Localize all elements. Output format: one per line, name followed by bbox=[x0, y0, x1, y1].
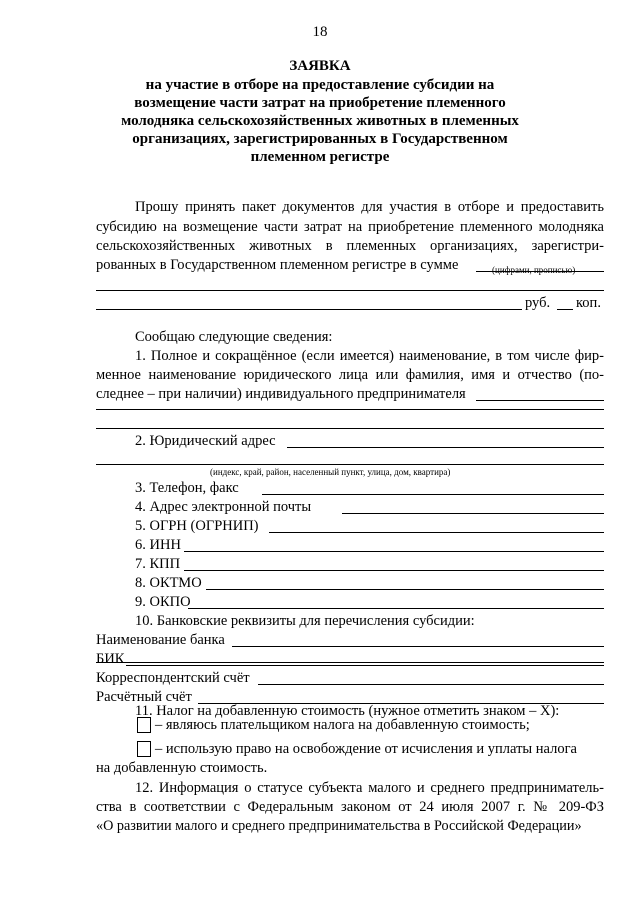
vat-label: 11. Налог на добавленную стоимость (нужное отметить знаком – X): bbox=[135, 703, 560, 719]
kop-field[interactable] bbox=[557, 309, 573, 310]
page-number: 18 bbox=[312, 24, 328, 40]
amount-words-line-2[interactable] bbox=[96, 309, 522, 310]
inn-label: 6. ИНН bbox=[135, 537, 181, 553]
bank-name-label: Наименование банка bbox=[96, 632, 225, 648]
vat-exempt-option-cont: на добавленную стоимость. bbox=[96, 760, 268, 776]
vat-payer-option: – являюсь плательщиком налога на добавленную стоимость; bbox=[155, 717, 530, 733]
phone-field[interactable] bbox=[262, 494, 604, 495]
legal-address-label: 2. Юридический адрес bbox=[135, 433, 276, 449]
title-line: ЗАЯВКА bbox=[289, 58, 351, 74]
vat-exempt-checkbox[interactable] bbox=[137, 741, 151, 757]
legal-address-field[interactable] bbox=[287, 447, 604, 448]
item1-line: следнее – при наличии) индивидуального предпринимателя bbox=[96, 386, 466, 402]
rub-label: руб. bbox=[525, 295, 551, 311]
org-name-field-3[interactable] bbox=[96, 428, 604, 429]
vat-payer-checkbox[interactable] bbox=[137, 717, 151, 733]
document-title bbox=[80, 57, 560, 166]
bank-name-field-2[interactable] bbox=[96, 662, 604, 663]
amount-hint: (цифрами, прописью) bbox=[492, 265, 576, 275]
kop-label: коп. bbox=[576, 295, 601, 311]
email-field[interactable] bbox=[342, 513, 604, 514]
ogrn-field[interactable] bbox=[269, 532, 604, 533]
intro-line: субсидию на возмещение части затрат на приобретение племенного молодняка bbox=[96, 219, 604, 235]
ogrn-label: 5. ОГРН (ОГРНИП) bbox=[135, 518, 259, 534]
title-line: организациях, зарегистрированных в Государственном bbox=[132, 131, 508, 147]
title-line: возмещение части затрат на приобретение племенного bbox=[134, 95, 506, 111]
amount-words-line[interactable] bbox=[96, 290, 604, 291]
kpp-field[interactable] bbox=[184, 570, 604, 571]
vat-exempt-option: – использую право на освобождение от исчисления и уплаты налога bbox=[155, 741, 577, 757]
intro-line: сельскохозяйственных животных в племенных организациях, зарегистри- bbox=[96, 238, 604, 254]
okpo-field[interactable] bbox=[188, 608, 604, 609]
bank-details-label: 10. Банковские реквизиты для перечисления субсидии: bbox=[135, 613, 475, 629]
title-line: племенном регистре bbox=[250, 149, 390, 165]
kpp-label: 7. КПП bbox=[135, 556, 181, 572]
info-intro: Сообщаю следующие сведения: bbox=[135, 329, 333, 345]
bank-name-field[interactable] bbox=[232, 646, 604, 647]
title-line: молодняка сельскохозяйственных животных в племенных bbox=[121, 113, 519, 129]
intro-line: Прошу принять пакет документов для участия в отборе и предоставить bbox=[135, 199, 604, 215]
org-name-field-2[interactable] bbox=[96, 409, 604, 410]
legal-address-field-2[interactable] bbox=[96, 464, 604, 465]
item1-line: менное наименование юридического лица или фамилия, имя и отчество (по- bbox=[96, 367, 604, 383]
bik-label: БИК bbox=[96, 651, 125, 667]
corr-account-label: Корреспондентский счёт bbox=[96, 670, 250, 686]
phone-label: 3. Телефон, факс bbox=[135, 480, 239, 496]
email-label: 4. Адрес электронной почты bbox=[135, 499, 312, 515]
item12-line: 12. Информация о статусе субъекта малого и среднего предприниматель- bbox=[135, 780, 604, 796]
bik-field[interactable] bbox=[126, 665, 604, 666]
corr-account-field[interactable] bbox=[258, 684, 604, 685]
oktmo-label: 8. ОКТМО bbox=[135, 575, 202, 591]
oktmo-field[interactable] bbox=[206, 589, 604, 590]
intro-line: рованных в Государственном племенном регистре в сумме bbox=[96, 257, 459, 273]
okpo-label: 9. ОКПО bbox=[135, 594, 191, 610]
org-name-field[interactable] bbox=[476, 400, 604, 401]
item12-line: ства в соответствии с Федеральным законом от 24 июля 2007 г. № 209-ФЗ bbox=[96, 799, 604, 815]
account-label: Расчётный счёт bbox=[96, 689, 192, 705]
address-hint: (индекс, край, район, населенный пункт, улица, дом, квартира) bbox=[210, 467, 451, 477]
inn-field[interactable] bbox=[184, 551, 604, 552]
item12-line: «О развитии малого и среднего предпринимательства в Российской Федерации» bbox=[96, 818, 582, 834]
item1-line: 1. Полное и сокращённое (если имеется) наименование, в том числе фир- bbox=[135, 348, 604, 364]
title-line: на участие в отборе на предоставление субсидии на bbox=[145, 77, 495, 93]
